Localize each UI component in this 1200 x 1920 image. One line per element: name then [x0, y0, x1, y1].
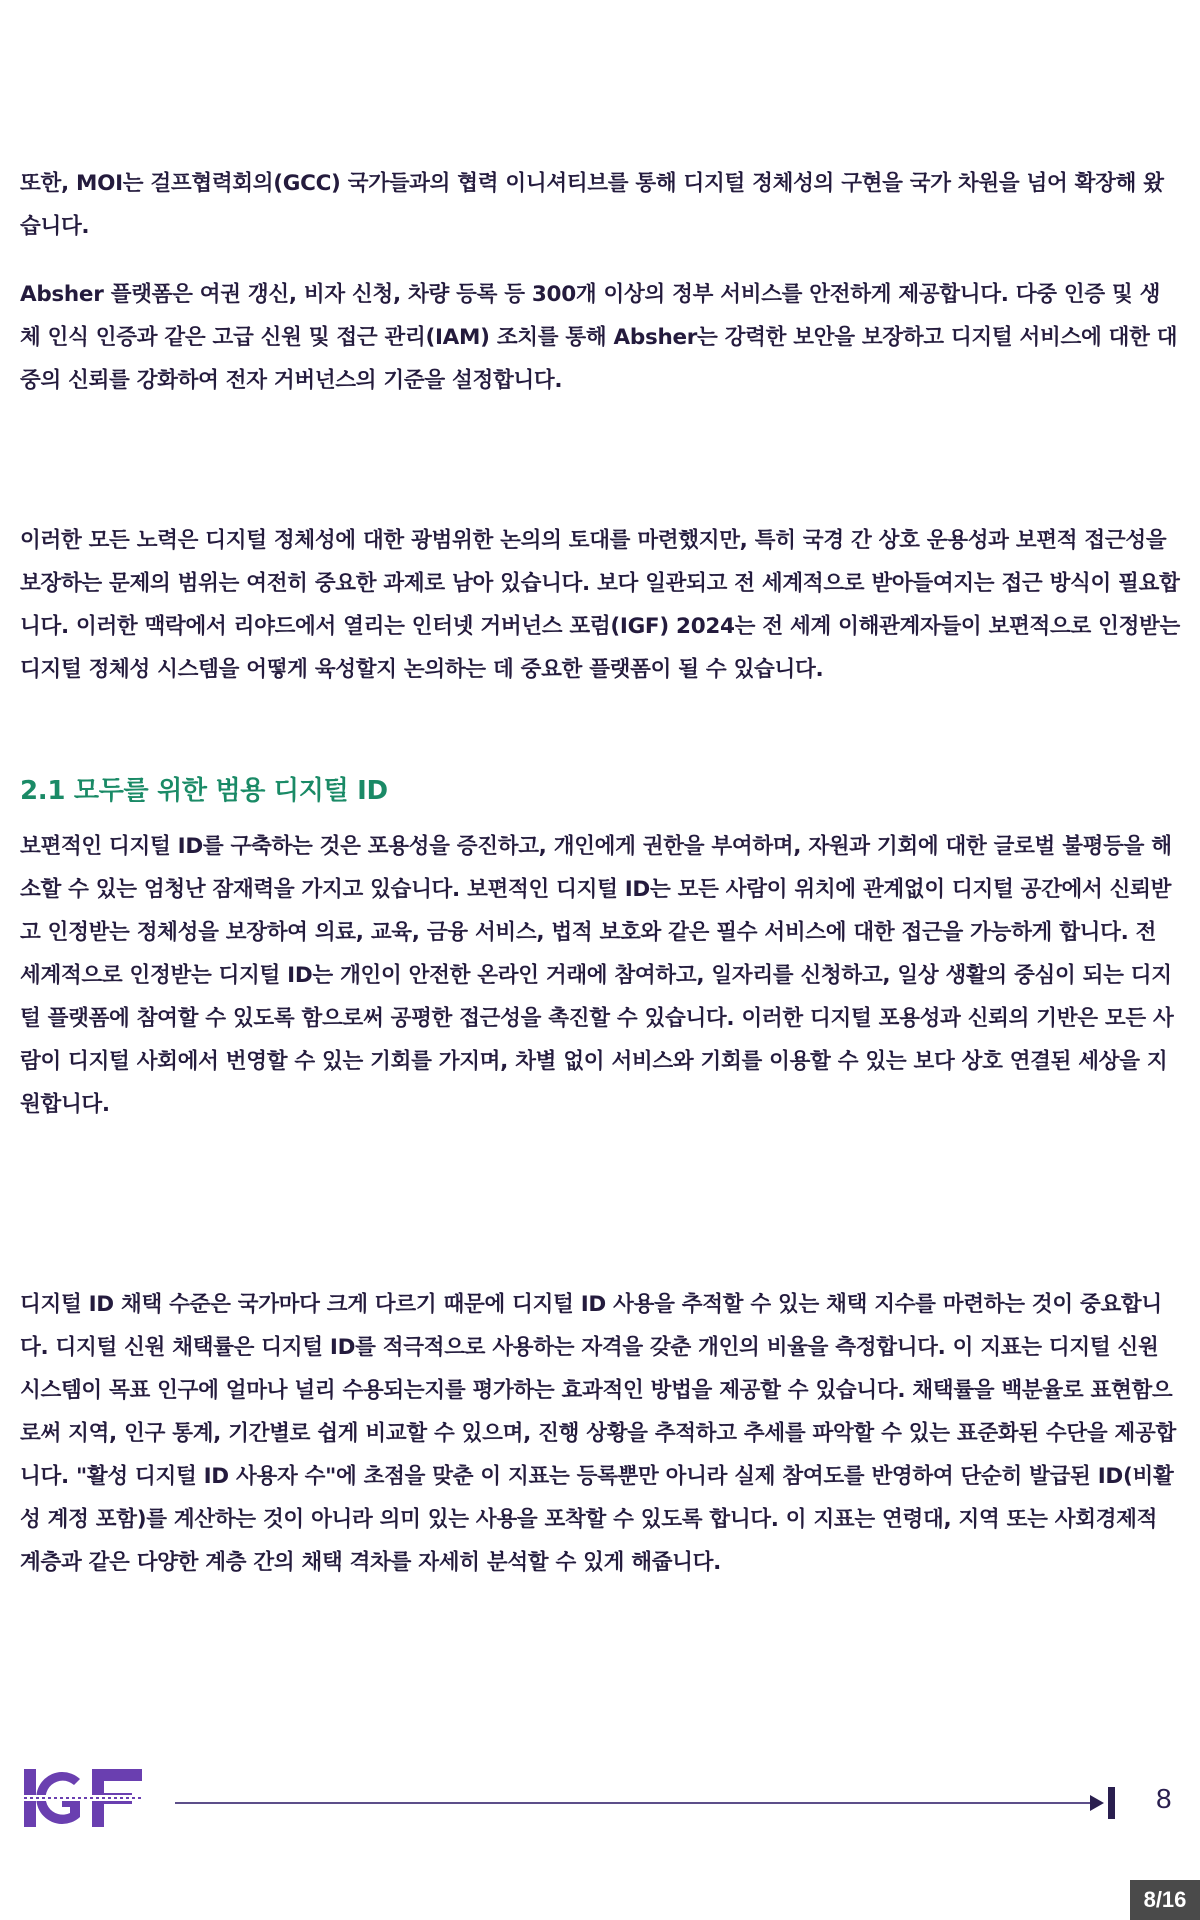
paragraph-absher: Absher 플랫폼은 여권 갱신, 비자 신청, 차량 등록 등 300개 이상의 정부 서비스를 안전하게 제공합니다. 다중 인증 및 생체 인식 인증과 같은 고급 신원 및 접근 관리(IAM) 조치를 통해 Absher는 강력한 보안을 보장하고 디지털 서비스에 대한 대중의 신뢰를 강화하여 전자 거버넌스의 기준을 설정합니다.: [20, 282, 1178, 393]
arrow-end-bar-icon: [1108, 1787, 1115, 1819]
section-heading: 2.1 모두를 위한 범용 디지털 ID: [20, 776, 388, 806]
arrow-to-bar-icon: [1090, 1795, 1104, 1811]
paragraph-adoption-index: 디지털 ID 채택 수준은 국가마다 크게 다르기 때문에 디지털 ID 사용을 추적할 수 있는 채택 지수를 마련하는 것이 중요합니다. 디지털 신원 채택률은 디지털 ID를 적극적으로 사용하는 자격을 갖춘 개인의 비율을 측정합니다. 이 지표는 디지털 신원 시스템이 목표 인구에 얼마나 널리 수용되는지를 평가하는 효과적인 방법을 제공할 수 있습니다. 채택률을 백분율로 표현함으로써 지역, 인구 통계, 기간별로 쉽게 비교할 수 있으며, 진행 상황을 추적하고 추세를 파악할 수 있는 표준화된 수단을 제공합니다. "활성 디지털 ID 사용자 수"에 초점을 맞춘 이 지표는 등록뿐만 아니라 실제 참여도를 반영하여 단순히 발급된 ID(비활성 계정 포함)를 계산하는 것이 아니라 의미 있는 사용을 포착할 수 있도록 합니다. 이 지표는 연령대, 지역 또는 사회경제적 계층과 같은 다양한 계층 간의 채택 격차를 자세히 분석할 수 있게 해줍니다.: [20, 1292, 1176, 1575]
igf-logo: [22, 1765, 146, 1831]
paragraph-universal-id: 보편적인 디지털 ID를 구축하는 것은 포용성을 증진하고, 개인에게 권한을 부여하며, 자원과 기회에 대한 글로벌 불평등을 해소할 수 있는 엄청난 잠재력을 가지고 있습니다. 보편적인 디지털 ID는 모든 사람이 위치에 관계없이 디지털 공간에서 신뢰받고 인정받는 정체성을 보장하여 의료, 교육, 금융 서비스, 법적 보호와 같은 필수 서비스에 대한 접근을 가능하게 합니다. 전 세계적으로 인정받는 디지털 ID는 개인이 안전한 온라인 거래에 참여하고, 일자리를 신청하고, 일상 생활의 중심이 되는 디지털 플랫폼에 참여할 수 있도록 함으로써 공평한 접근성을 촉진할 수 있습니다. 이러한 디지털 포용성과 신뢰의 기반은 모든 사람이 디지털 사회에서 번영할 수 있는 기회를 가지며, 차별 없이 서비스와 기회를 이용할 수 있는 보다 상호 연결된 세상을 지원합니다.: [20, 834, 1174, 1117]
page-number: 8: [1156, 1783, 1172, 1814]
footer-divider: [175, 1802, 1095, 1804]
paragraph-efforts: 이러한 모든 노력은 디지털 정체성에 대한 광범위한 논의의 토대를 마련했지만, 특히 국경 간 상호 운용성과 보편적 접근성을 보장하는 문제의 범위는 여전히 중요한 과제로 남아 있습니다. 보다 일관되고 전 세계적으로 받아들여지는 접근 방식이 필요합니다. 이러한 맥락에서 리야드에서 열리는 인터넷 거버넌스 포럼(IGF) 2024는 전 세계 이해관계자들이 보편적으로 인정받는 디지털 정체성 시스템을 어떻게 육성할지 논의하는 데 중요한 플랫폼이 될 수 있습니다.: [20, 528, 1180, 682]
viewer-page-counter: 8/16: [1130, 1880, 1200, 1920]
page-footer: [0, 1755, 1200, 1845]
paragraph-moi-gcc: 또한, MOI는 걸프협력회의(GCC) 국가들과의 협력 이니셔티브를 통해 디지털 정체성의 구현을 국가 차원을 넘어 확장해 왔습니다.: [20, 171, 1164, 239]
